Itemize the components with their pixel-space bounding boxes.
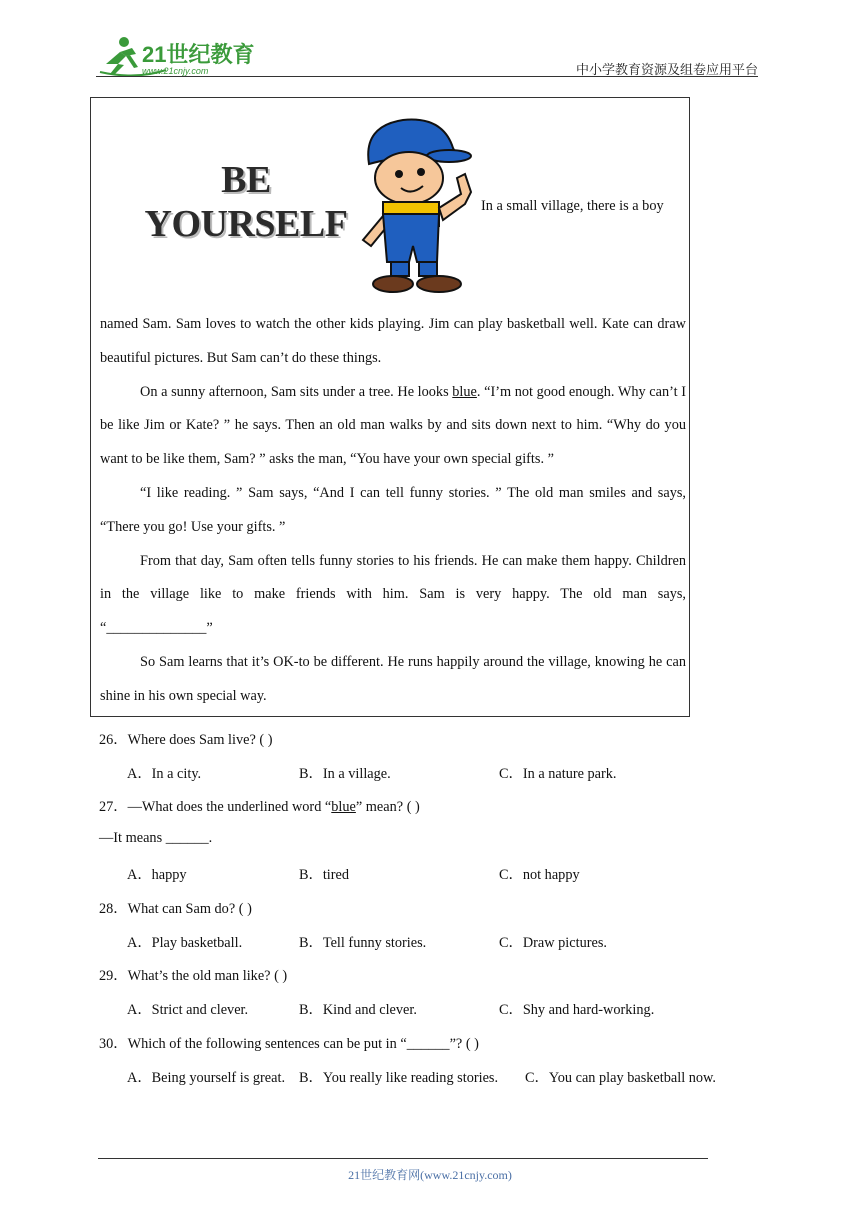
passage-body <box>100 308 686 714</box>
paragraph-1: named Sam. Sam loves to watch the other kids playing. Jim can play basketball well. Kate can draw beautiful pictures. But Sam can’t do these things. <box>100 316 686 366</box>
q27-stem-b: ” mean? ( ) <box>355 799 420 815</box>
q29-option-c: C．Shy and hard-working. <box>499 1002 655 1018</box>
passage-banner <box>131 158 361 246</box>
question-27 <box>99 796 420 816</box>
q26-option-b: B．In a village. <box>299 766 391 782</box>
passage-intro-line: In a small village, there is a boy <box>481 198 664 214</box>
q28-option-b: B．Tell funny stories. <box>299 935 427 951</box>
banner-line-1: BE <box>221 159 271 201</box>
q27-option-a: A．happy <box>127 867 187 883</box>
paragraph-5: So Sam learns that it’s OK-to be different. He runs happily around the village, knowing he can shine in his own special way. <box>100 653 686 704</box>
q29-option-b: B．Kind and clever. <box>299 1002 417 1018</box>
q27-option-b: B．tired <box>299 867 350 883</box>
question-26: 26．Where does Sam live? ( ) <box>99 732 273 748</box>
footer-link[interactable]: 21世纪教育网(www.21cnjy.com) <box>348 1168 512 1182</box>
footer-divider <box>98 1158 708 1159</box>
q27-stem-a: 27．—What does the underlined word “ <box>99 799 332 815</box>
paragraph-2-text-b: . “I’m not good enough. Why can’t I be like Jim or Kate? ” he says. Then an old man walks by and sits down next to him. “Why do you want to be like them, Sam? ” asks the man, “You have your own special gifts. ” <box>100 383 686 468</box>
site-logo <box>96 34 266 78</box>
boy-thumbs-up-illustration <box>353 112 481 298</box>
q27-subline: —It means ______. <box>99 830 213 846</box>
reading-passage-box <box>90 97 690 717</box>
banner-line-2: YOURSELF <box>144 203 348 245</box>
q27-underlined-word: blue <box>331 799 356 815</box>
header-platform-text: 中小学教育资源及组卷应用平台 <box>575 62 758 77</box>
q28-option-c: C．Draw pictures. <box>499 935 607 951</box>
q29-option-a: A．Strict and clever. <box>127 1002 249 1018</box>
header-divider <box>96 76 758 77</box>
paragraph-4: From that day, Sam often tells funny stories to his friends. He can make them happy. Children in the village like to make friends with him. Sam is very happy. The old man says, “______________” <box>100 552 686 637</box>
question-28: 28．What can Sam do? ( ) <box>99 901 252 917</box>
paragraph-2 <box>100 376 686 477</box>
q27-option-c: C．not happy <box>499 867 580 883</box>
q30-option-a: A．Being yourself is great. <box>127 1070 286 1086</box>
q28-option-a: A．Play basketball. <box>127 935 243 951</box>
underlined-word-blue: blue <box>452 383 477 400</box>
logo-text: 21世纪教育 <box>142 42 255 67</box>
logo-url: www.21cnjy.com <box>142 66 209 76</box>
q26-option-c: C．In a nature park. <box>499 766 617 782</box>
q30-option-b: B．You really like reading stories. <box>299 1070 499 1086</box>
q30-option-c: C．You can play basketball now. <box>525 1070 717 1086</box>
paragraph-3: “I like reading. ” Sam says, “And I can tell funny stories. ” The old man smiles and says, “There you go! Use your gifts. ” <box>100 484 686 535</box>
question-30: 30．Which of the following sentences can be put in “______”? ( ) <box>99 1036 479 1052</box>
paragraph-2-text-a: On a sunny afternoon, Sam sits under a tree. He looks <box>140 383 453 400</box>
question-29: 29．What’s the old man like? ( ) <box>99 968 288 984</box>
page-header <box>96 34 758 78</box>
q26-option-a: A．In a city. <box>127 766 202 782</box>
